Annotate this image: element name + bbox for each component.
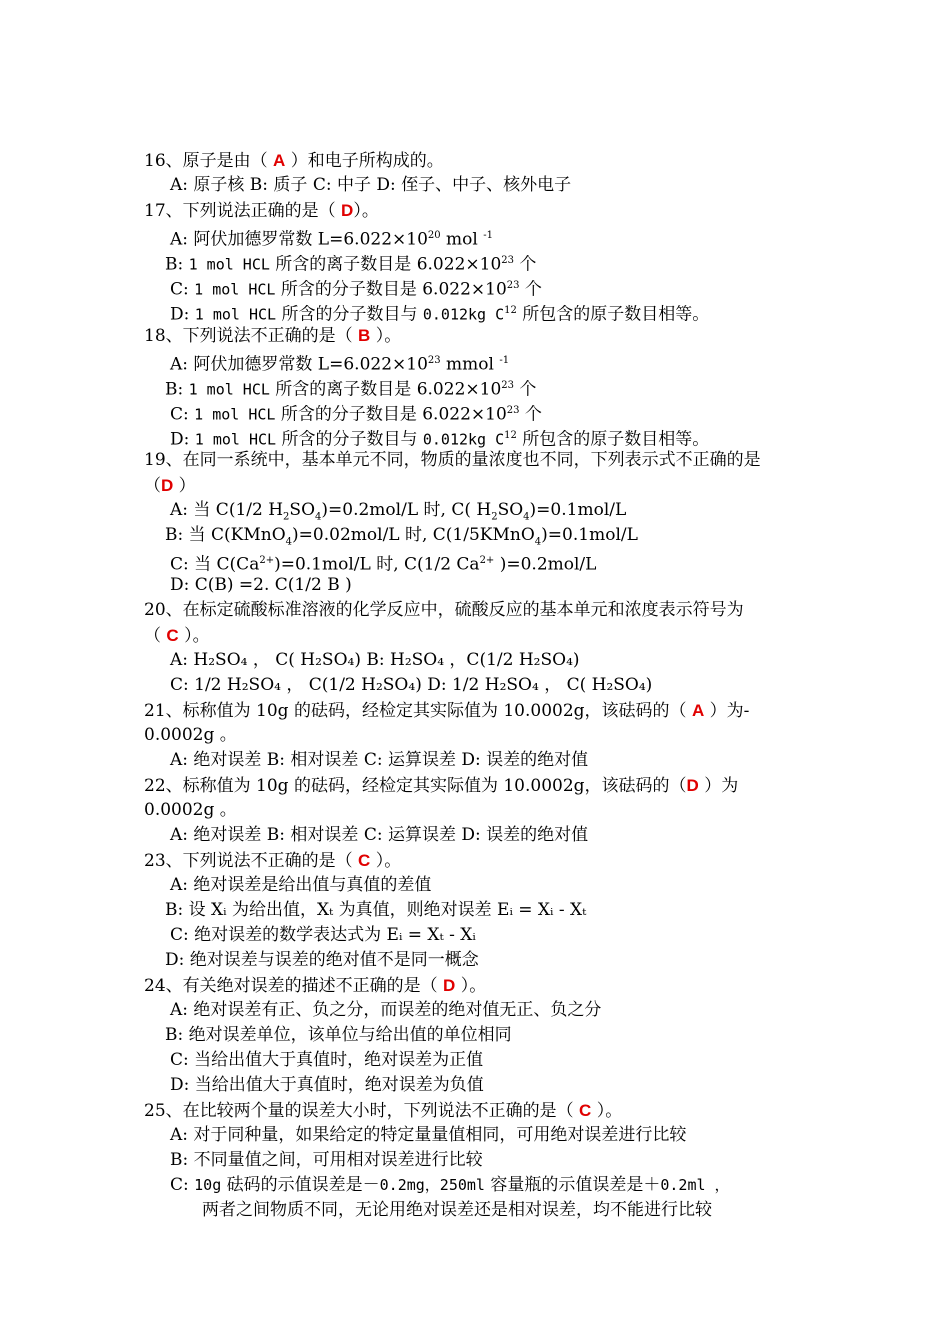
option-line: C: 当 $C(Ca^{2+})=0.1mol/L$ 时, C(1/2 $Ca^{2+}$ )=0.2mol/L [170,554,597,575]
option-line: A: 当 C(1/2 $H_2SO_4)=0.2mol/L$ 时, C( $H_2SO_4)=0.1mol/L$ [170,500,627,523]
option-line: A: H₂SO₄ ， C( H₂SO₄) B: H₂SO₄ ，C(1/2 H₂SO₄) [170,650,580,670]
option-line: B: 当 C(KMnO$_4$)=0.02mol/L 时, C(1/5KMnO$_4$)=0.1mol/L [165,525,638,548]
option-line: A: 绝对误差有正、负之分，而误差的绝对值无正、负之分 [170,1000,602,1020]
option-line: C: 绝对误差的数学表达式为 Eᵢ = Xₜ - Xᵢ [170,925,476,945]
option-line: A: 对于同种量，如果给定的特定量量值相同，可用绝对误差进行比较 [170,1125,687,1145]
option-line: D: 1 mol HCL 所含的分子数目与 0.012kg $C^{12}$ 所包含的原子数目相等。 [170,429,710,450]
option-line: A: 绝对误差是给出值与真值的差值 [170,875,432,895]
question-17: 17、下列说法正确的是（ D）。 [144,201,379,221]
question-22: 22、标称值为 10g 的砝码，经检定其实际值为 10.0002g，该砝码的（D ）为 [144,776,739,796]
question-22-cont: 0.0002g 。 [144,800,237,820]
option-line: C: 1 mol HCL 所含的分子数目是 $6.022\times 10^{23}$ 个 [170,279,542,300]
question-18: 18、下列说法不正确的是（ B ）。 [144,326,402,346]
option-line: A: 绝对误差 B: 相对误差 C: 运算误差 D: 误差的绝对值 [170,750,589,770]
question-21: 21、标称值为 10g 的砝码，经检定其实际值为 10.0002g，该砝码的（ A ）为- [144,701,750,721]
answer-mark: A [691,701,705,720]
question-24: 24、有关绝对误差的描述不正确的是（ D ）。 [144,976,487,996]
option-line: B: 1 mol HCL 所含的离子数目是 $6.022\times 10^{23}$ 个 [165,379,537,400]
answer-mark: D [161,476,174,495]
answer-mark: C [166,626,179,645]
option-line: A: 绝对误差 B: 相对误差 C: 运算误差 D: 误差的绝对值 [170,825,589,845]
answer-mark: D [686,776,699,795]
option-line: C: 10g 砝码的示值误差是－0.2mg，250ml 容量瓶的示值误差是＋0.2ml ， [170,1175,730,1195]
answer-mark: D [341,201,354,220]
answer-mark: C [358,851,371,870]
option-line: B: 1 mol HCL 所含的离子数目是 $6.022\times 10^{23}$ 个 [165,254,537,275]
option-line: B: 绝对误差单位，该单位与给出值的单位相同 [165,1025,512,1045]
option-line: C: 1 mol HCL 所含的分子数目是 $6.022\times 10^{23}$ 个 [170,404,542,425]
question-20: 20、在标定硫酸标准溶液的化学反应中，硫酸反应的基本单元和浓度表示符号为 [144,600,744,620]
option-line: C: 当给出值大于真值时，绝对误差为正值 [170,1050,484,1070]
option-line-cont: 两者之间物质不同，无论用绝对误差还是相对误差，均不能进行比较 [202,1200,712,1220]
option-line: C: 1/2 H₂SO₄ ， C(1/2 H₂SO₄) D: 1/2 H₂SO₄ ， C( H₂SO₄) [170,675,653,695]
option-line: A: 原子核 B: 质子 C: 中子 D: 侄子、中子、核外电子 [170,175,572,195]
question-16: 16、原子是由（ A ）和电子所构成的。 [144,151,444,171]
option-line: A: 阿伏加德罗常数 $L=6.022\times 10^{23}$ mmol $^{-1}$ [170,354,510,375]
option-line: A: 阿伏加德罗常数 $L=6.022\times 10^{20}$ mol $^{-1}$ [170,229,493,250]
option-line: B: 不同量值之间，可用相对误差进行比较 [170,1150,483,1170]
answer-mark: C [579,1101,592,1120]
question-21-cont: 0.0002g 。 [144,725,237,745]
question-25: 25、在比较两个量的误差大小时，下列说法不正确的是（ C ）。 [144,1101,623,1121]
option-line: D: 当给出值大于真值时，绝对误差为负值 [170,1075,484,1095]
question-19: 19、在同一系统中，基本单元不同，物质的量浓度也不同，下列表示式不正确的是 [144,450,761,470]
answer-mark: A [273,151,286,170]
question-20-answer: （ C ）。 [144,626,210,646]
answer-mark: D [443,976,456,995]
question-23: 23、下列说法不正确的是（ C ）。 [144,851,402,871]
option-line: D: 绝对误差与误差的绝对值不是同一概念 [165,950,479,970]
option-line: D: 1 mol HCL 所含的分子数目与 0.012kg $C^{12}$ 所包含的原子数目相等。 [170,304,710,325]
option-line: B: 设 Xᵢ 为给出值，Xₜ 为真值，则绝对误差 Eᵢ = Xᵢ - Xₜ [165,900,587,920]
option-line: D: C(B) =2. C(1/2 B ) [170,575,352,595]
answer-mark: B [358,326,371,345]
question-19-answer: （D ） [144,476,196,496]
